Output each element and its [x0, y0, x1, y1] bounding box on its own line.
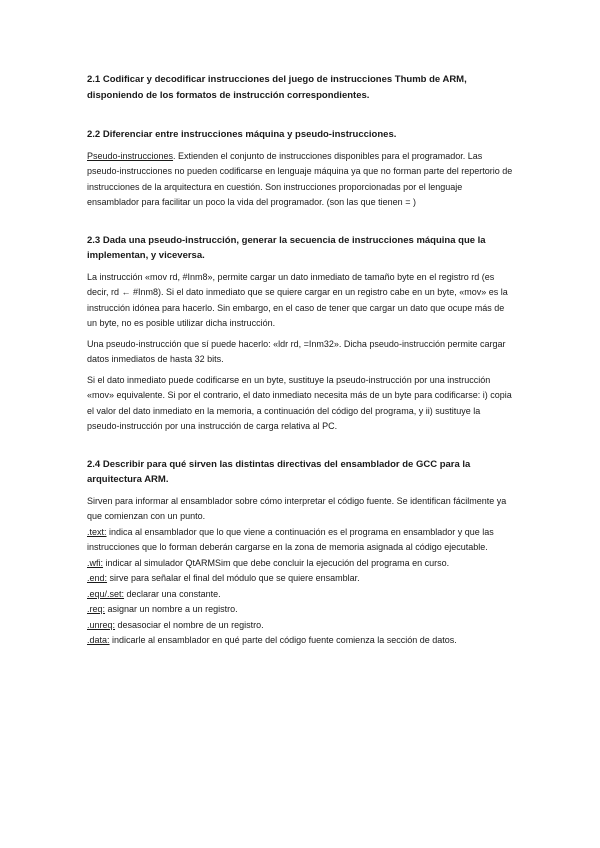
section-2-3-paragraph-2: Una pseudo-instrucción que sí puede hacerlo: «ldr rd, =Inm32». Dicha pseudo-instrucción permite cargar datos inmediatos de hasta 32 bits. — [87, 338, 506, 364]
directive-desc: sirve para señalar el final del módulo que se quiere ensamblar. — [107, 573, 360, 583]
directive-desc: declarar una constante. — [124, 588, 221, 599]
directive-desc: indicar al simulador QtARMSim que debe concluir la ejecución del programa en curso. — [103, 557, 450, 568]
section-2-2-paragraph — [87, 149, 515, 211]
pseudo-instrucciones-term: Pseudo-instrucciones — [87, 150, 174, 161]
section-2-4-intro: Sirven para informar al ensamblador sobre cómo interpretar el código fuente. Se identifican fácilmente ya que comienzan con un punto. — [87, 495, 507, 521]
directive-text — [87, 525, 515, 556]
directive-unreq — [87, 618, 515, 634]
pseudo-instrucciones-text: . Extienden el conjunto de instrucciones disponibles para el programador. Las pseudo-instrucciones no pueden codificarse en lenguaje máquina ya que no forman parte del repertorio de instrucciones de la arquitectura en cuestión. Son instrucciones proporcionadas por el lenguaje ensamblador para facilitar un poco la vida del programador. (son las que tienen = ) — [87, 150, 513, 207]
directive-desc: asignar un nombre a un registro. — [105, 604, 238, 614]
directive-term: .req: — [87, 604, 106, 614]
directive-req — [87, 602, 515, 618]
directive-data — [87, 633, 515, 649]
section-2-3-paragraph-3: Si el dato inmediato puede codificarse en un byte, sustituye la pseudo-instrucción por una instrucción «mov» equivalente. Si por el contrario, el dato inmediato necesita más de un byte para codificarse: i) copia el valor del dato inmediato en la memoria, a continuación del código del programa, y ii) sustituye la pseudo-instrucción por una instrucción de carga relativa al PC. — [87, 374, 512, 431]
directive-end — [87, 571, 515, 587]
directive-term: .text: — [87, 526, 107, 537]
directive-equ-set — [87, 587, 515, 603]
section-2-1-title: 2.1 Codificar y decodificar instrucciones del juego de instrucciones Thumb de ARM, disponiendo de los formatos de instrucción correspondientes. — [87, 74, 467, 101]
directive-term: .end: — [87, 573, 108, 583]
directive-term: .data: — [87, 635, 110, 645]
directive-term: .wfi: — [87, 557, 104, 568]
directive-term: .unreq: — [87, 619, 116, 630]
section-2-3-title: 2.3 Dada una pseudo-instrucción, generar la secuencia de instrucciones máquina que la implementan, y viceversa. — [87, 234, 486, 261]
directive-term: .equ/.set: — [87, 588, 125, 599]
document-page — [87, 72, 515, 649]
section-2-2-title: 2.2 Diferenciar entre instrucciones máquina y pseudo-instrucciones. — [87, 129, 397, 140]
section-2-4-title: 2.4 Describir para qué sirven las distintas directivas del ensamblador de GCC para la arquitectura ARM. — [87, 458, 471, 485]
directive-desc: desasociar el nombre de un registro. — [115, 619, 264, 630]
directive-desc: indicarle al ensamblador en qué parte del código fuente comienza la sección de datos. — [109, 635, 457, 645]
section-2-3-paragraph-1: La instrucción «mov rd, #Inm8», permite cargar un dato inmediato de tamaño byte en el registro rd (es decir, rd ← #Inm8). Si el dato inmediato que se quiere cargar en un registro cabe en un byte, «mov» es la instrucción idónea para hacerlo. Sin embargo, en el caso de tener que cargar un dato que ocupe más de un byte, no es posible utilizar dicha instrucción. — [87, 271, 508, 328]
directive-desc: indica al ensamblador que lo que viene a continuación es el programa en ensamblador y que las instrucciones que lo forman deberán cargarse en la zona de memoria asignada al código ejecutable. — [87, 526, 494, 552]
directive-wfi — [87, 556, 515, 572]
